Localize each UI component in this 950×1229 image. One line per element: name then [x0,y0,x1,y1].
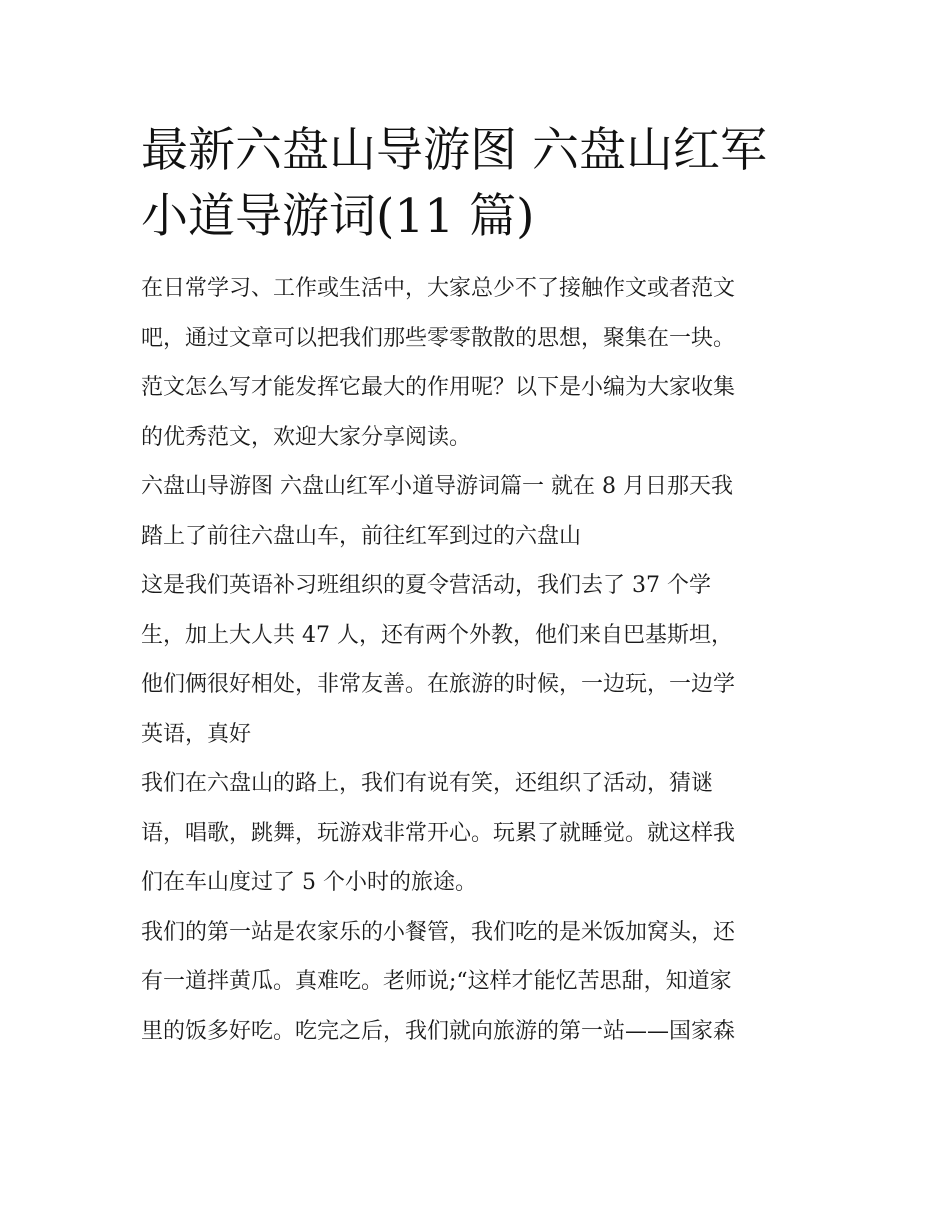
paragraph-line: 踏上了前往六盘山车，前往红军到过的六盘山 [141,523,582,549]
paragraph-line: 这是我们英语补习班组织的夏令营活动，我们去了 37 个学 [141,573,711,598]
paragraph-line: 范文怎么写才能发挥它最大的作用呢？以下是小编为大家收集 [141,375,736,400]
title-line: 小道导游词(11 篇) [141,189,535,244]
paragraph-intro [141,264,813,462]
paragraph-line: 在日常学习、工作或生活中，大家总少不了接触作文或者范文 [141,276,736,301]
document-content [141,118,813,1056]
paragraph-line: 里的饭多好吃。吃完之后，我们就向旅游的第一站——国家森 [141,1018,736,1044]
paragraph-camp [141,561,813,759]
paragraph-line: 们在车山度过了 5 个小时的旅途。 [141,870,477,895]
paragraph-line: 我们的第一站是农家乐的小餐管，我们吃的是米饭加窝头，还 [141,919,736,945]
paragraph-line: 有一道拌黄瓜。真难吃。老师说;“这样才能忆苦思甜，知道家 [141,969,732,994]
paragraph-line: 吧，通过文章可以把我们那些零零散散的思想，聚集在一块。 [141,325,736,351]
paragraph-road [141,759,813,908]
paragraph-section-heading [141,462,813,561]
paragraph-line: 他们俩很好相处，非常友善。在旅游的时候，一边玩，一边学 [141,672,736,697]
paragraph-line: 我们在六盘山的路上，我们有说有笑，还组织了活动，猜谜 [141,771,714,796]
page-title [141,118,813,250]
paragraph-line: 的优秀范文，欢迎大家分享阅读。 [141,424,472,450]
paragraph-line: 六盘山导游图 六盘山红军小道导游词篇一 就在 8 月日那天我 [141,474,733,499]
paragraph-line: 英语，真好 [141,721,252,747]
paragraph-line: 生，加上大人共 47 人，还有两个外教，他们来自巴基斯坦， [141,622,733,648]
paragraph-line: 语，唱歌，跳舞，玩游戏非常开心。玩累了就睡觉。就这样我 [141,820,736,846]
title-line: 最新六盘山导游图 六盘山红军 [141,123,767,178]
paragraph-first-stop [141,908,813,1057]
